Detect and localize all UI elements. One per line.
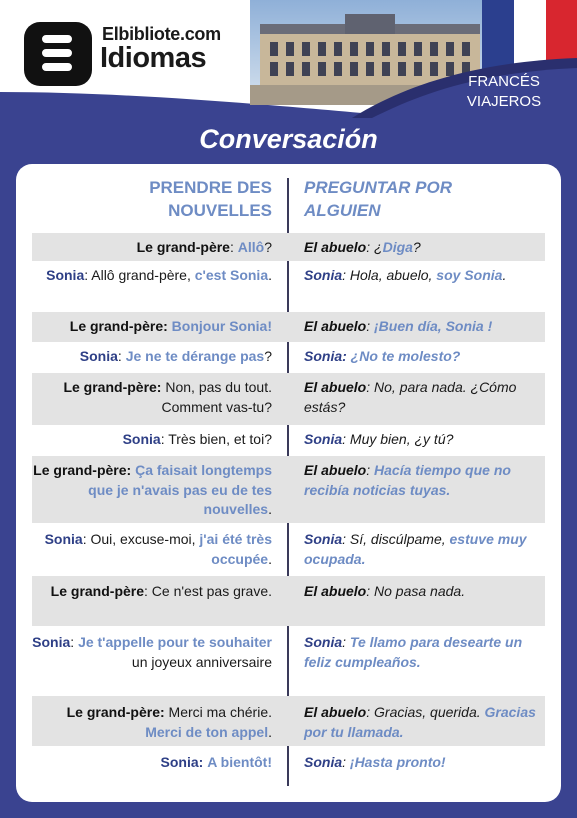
speaker-name: Le grand-père: xyxy=(66,704,165,720)
line-text: ? xyxy=(412,239,421,255)
line-text: : Muy bien, ¿y tú? xyxy=(342,431,454,447)
speaker-name: Sonia xyxy=(32,634,71,650)
language-tag: FRANCÉS xyxy=(468,73,540,90)
highlighted-phrase: Bonjour Sonia! xyxy=(171,318,272,334)
speaker-name: Le grand-père xyxy=(136,239,230,255)
spanish-line xyxy=(304,633,540,672)
highlighted-phrase: Te llamo para desearte un feliz cumpleaños. xyxy=(304,634,523,670)
speaker-name: Sonia xyxy=(304,634,343,650)
highlighted-phrase: Gracias por tu llamada. xyxy=(304,704,536,740)
line-text: . xyxy=(502,267,507,283)
speaker-name: Sonia xyxy=(304,754,343,770)
speaker-name: Sonia xyxy=(304,431,343,447)
line-text: . xyxy=(268,550,272,567)
french-line xyxy=(32,582,272,602)
spanish-line xyxy=(304,378,540,417)
highlighted-phrase: c'est Sonia xyxy=(194,267,269,283)
spanish-line xyxy=(304,530,540,569)
french-line xyxy=(32,703,272,742)
french-line xyxy=(32,461,272,520)
speaker-name: El abuelo xyxy=(304,318,367,334)
highlighted-phrase: soy Sonia xyxy=(436,267,503,283)
line-text: : ¿ xyxy=(366,239,383,255)
line-text: . xyxy=(268,267,272,283)
dialogue-row xyxy=(32,312,545,342)
line-text: : xyxy=(366,462,375,478)
speaker-name: Sonia: xyxy=(160,754,204,770)
dialogue-row xyxy=(32,425,545,456)
highlighted-phrase: Je ne te dérange pas xyxy=(125,348,265,364)
spanish-line xyxy=(304,461,540,500)
highlighted-phrase: Je t'appelle pour te souhaiter xyxy=(78,634,272,650)
spanish-line xyxy=(304,703,540,742)
line-text: ? xyxy=(264,239,272,255)
line-text: : xyxy=(229,239,238,255)
highlighted-phrase: ¡Buen día, Sonia ! xyxy=(374,318,493,334)
speaker-name: Sonia xyxy=(46,267,85,283)
line-text: : No, para nada. ¿Cómo estás? xyxy=(304,379,517,415)
line-text: . xyxy=(268,501,272,517)
line-text: : Allô grand-père, xyxy=(84,267,195,283)
highlighted-phrase: ¿No te molesto? xyxy=(350,348,461,364)
brand-name: Idiomas xyxy=(100,42,207,74)
french-line xyxy=(32,317,272,337)
spanish-line xyxy=(304,430,540,450)
speaker-name: El abuelo xyxy=(304,704,367,720)
dialogue-row xyxy=(32,261,545,312)
dialogue-row xyxy=(32,523,545,576)
line-text: Non, pas du tout. Comment vas-tu? xyxy=(161,379,272,415)
speaker-name: Sonia xyxy=(79,348,118,364)
dialogue-row xyxy=(32,456,545,523)
speaker-name: Le grand-père: xyxy=(33,462,132,478)
conversation-card xyxy=(16,164,561,802)
dialogue-row xyxy=(32,746,545,776)
dialogue-row xyxy=(32,342,545,373)
speaker-name: Sonia xyxy=(44,531,83,547)
highlighted-phrase: A bientôt! xyxy=(207,754,272,770)
line-text: : No pasa nada. xyxy=(366,583,466,599)
line-text: Merci ma chérie. xyxy=(164,704,272,720)
audience-tag: VIAJEROS xyxy=(466,93,542,110)
speaker-name: El abuelo xyxy=(304,239,367,255)
french-line xyxy=(32,378,272,417)
line-text: : Oui, excuse-moi, xyxy=(82,531,200,547)
highlighted-phrase: Hacía tiempo que no recibía noticias tuyas. xyxy=(304,462,511,498)
french-line xyxy=(32,347,272,367)
speaker-name: Sonia xyxy=(122,431,161,447)
line-text: : xyxy=(366,318,375,334)
speaker-name: Le grand-père xyxy=(50,583,145,599)
spanish-line xyxy=(304,753,540,773)
highlighted-phrase: estuve muy ocupada. xyxy=(304,531,527,567)
line-text: : Très bien, et toi? xyxy=(160,431,272,447)
dialogue-row xyxy=(32,576,545,626)
french-column-heading: PRENDRE DES NOUVELLES xyxy=(149,178,272,220)
line-text: : xyxy=(342,634,350,650)
french-line xyxy=(32,238,272,258)
highlighted-phrase: Merci de ton appel xyxy=(145,723,269,740)
spanish-line xyxy=(304,266,540,286)
french-line xyxy=(32,430,272,450)
highlighted-phrase: Ça faisait longtemps que je n'avais pas eu de tes nouvelles xyxy=(88,462,272,517)
line-text: . xyxy=(268,723,272,740)
line-text: : xyxy=(117,348,126,364)
speaker-name: Le grand-père: xyxy=(63,379,162,395)
speaker-name: Sonia xyxy=(304,531,343,547)
highlighted-phrase: j'ai été très occupée xyxy=(199,531,272,567)
dialogue-row xyxy=(32,626,545,696)
spanish-column-heading: PREGUNTAR POR ALGUIEN xyxy=(304,178,452,220)
speaker-name: El abuelo xyxy=(304,462,367,478)
dialogue-row xyxy=(32,373,545,425)
line-text: : Hola, abuelo, xyxy=(342,267,437,283)
line-text: ? xyxy=(264,348,272,364)
spanish-line xyxy=(304,582,540,602)
highlighted-phrase: Diga xyxy=(382,239,413,255)
page-title: Conversación xyxy=(199,124,378,154)
header-banner xyxy=(0,0,577,118)
speaker-name: Le grand-père: xyxy=(69,318,168,334)
line-text: : Sí, discúlpame, xyxy=(342,531,450,547)
brand-site: Elbibliote.com xyxy=(102,24,221,44)
french-line xyxy=(32,266,272,286)
highlighted-phrase: ¡Hasta pronto! xyxy=(349,754,446,770)
speaker-name: El abuelo xyxy=(304,583,367,599)
spanish-line xyxy=(304,317,540,337)
line-text: : Gracias, querida. xyxy=(366,704,485,720)
speaker-name: Sonia xyxy=(304,267,343,283)
speaker-name: El abuelo xyxy=(304,379,367,395)
spanish-line xyxy=(304,347,540,367)
line-text: : Ce n'est pas grave. xyxy=(144,583,272,599)
french-line xyxy=(32,753,272,773)
speaker-name: Sonia: xyxy=(304,348,347,364)
line-text: un joyeux anniversaire xyxy=(131,653,272,670)
logo-icon xyxy=(24,22,92,86)
dialogue-row xyxy=(32,233,545,261)
french-line xyxy=(32,633,272,672)
line-text: : xyxy=(70,634,79,650)
dialogue-row xyxy=(32,696,545,746)
line-text: : xyxy=(342,754,350,770)
highlighted-phrase: Allô xyxy=(237,239,265,255)
spanish-line xyxy=(304,238,540,258)
french-line xyxy=(32,530,272,569)
